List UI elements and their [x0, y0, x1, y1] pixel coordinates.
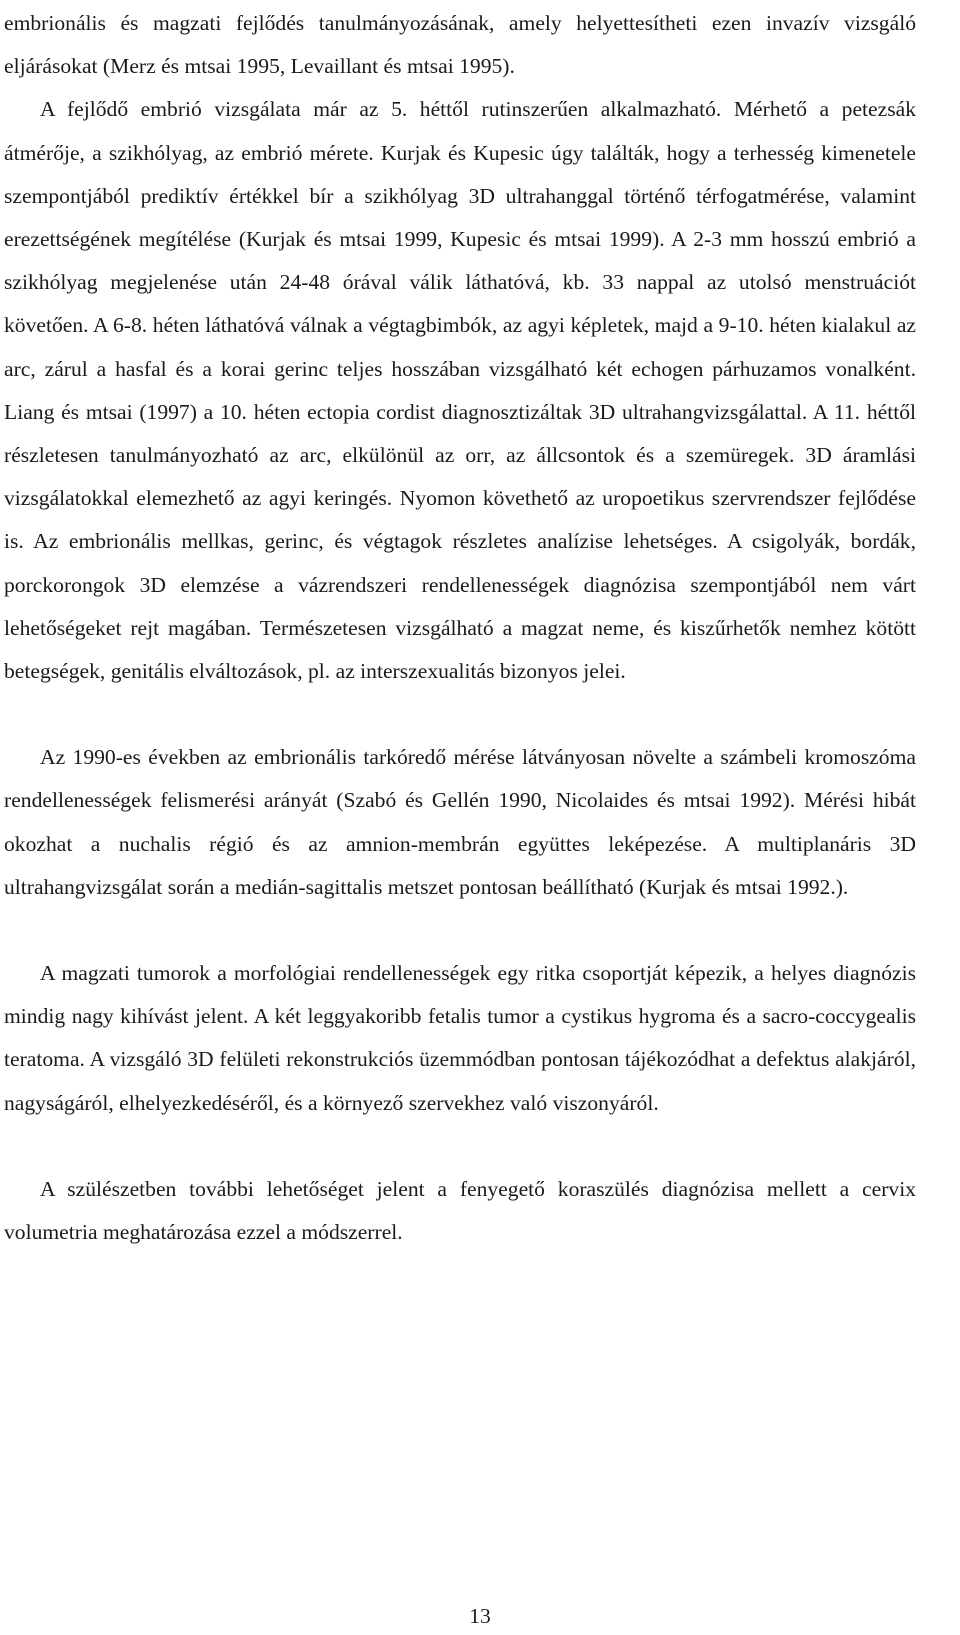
- paragraph-continuation: embrionális és magzati fejlődés tanulmányozásának, amely helyettesítheti ezen invazív vizsgáló eljárásokat (Merz és mtsai 1995, Levaillant és mtsai 1995).: [4, 11, 916, 79]
- paragraph-fetal-tumors: A magzati tumorok a morfológiai rendellenességek egy ritka csoportját képezik, a helyes diagnózis mindig nagy kihívást jelent. A két leggyakoribb fetalis tumor a cystikus hygroma és a sacro-coccygealis teratoma. A vizsgáló 3D felületi rekonstrukciós üzemmódban pontosan tájékozódhat a defektus alakjáról, nagyságáról, elhelyezkedéséről, és a környező szervekhez való viszonyáról.: [4, 961, 916, 1115]
- paragraph-cervix-volumetry: A szülészetben további lehetőséget jelent a fenyegető koraszülés diagnózisa mellett a cervix volumetria meghatározása ezzel a módszerrel.: [4, 1176, 916, 1245]
- page-number: 13: [469, 1604, 491, 1628]
- document-body: [4, 0, 916, 1254]
- paragraph-spacer: [4, 909, 916, 952]
- paragraph-embryo-examination: A fejlődő embrió vizsgálata már az 5. héttől rutinszerűen alkalmazható. Mérhető a petezsák átmérője, a szikhólyag, az embrió mérete. Kurjak és Kupesic úgy találták, hogy a terhesség kimenetele szempontjából prediktív értékkel bír a szikhólyag 3D ultrahanggal történő térfogatmérése, valamint erezettségének megítélése (Kurjak és mtsai 1999, Kupesic és mtsai 1999). A 2-3 mm hosszú embrió a szikhólyag megjelenése után 24-48 órával válik láthatóvá, kb. 33 nappal az utolsó menstruációt követően. A 6-8. héten láthatóvá válnak a végtagbimbók, az agyi képletek, majd a 9-10. héten kialakul az arc, zárul a hasfal és a korai gerinc teljes hosszában vizsgálható két echogen párhuzamos vonalként. Liang és mtsai (1997) a 10. héten ectopia cordist diagnosztizáltak 3D ultrahangvizsgálattal. A 11. héttől részletesen tanulmányozható az arc, elkülönül az orr, az állcsontok és a szemüregek. 3D áramlási vizsgálatokkal elemezhető az agyi keringés. Nyomon követhető az uropoetikus szervrendszer fejlődése is. Az embrionális mellkas, gerinc, és végtagok részletes analízise lehetséges. A csigolyák, bordák, porckorongok 3D elemzése a vázrendszeri rendellenességek diagnózisa szempontjából nem várt lehetőségeket rejt magában. Természetesen vizsgálható a magzat neme, és kiszűrhetők nemhez kötött betegségek, genitális elváltozások, pl. az interszexualitás bizonyos jelei.: [4, 97, 916, 684]
- paragraph-spacer: [4, 693, 916, 736]
- paragraph-nuchal-translucency: Az 1990-es években az embrionális tarkóredő mérése látványosan növelte a számbeli kromoszóma rendellenességek felismerési arányát (Szabó és Gellén 1990, Nicolaides és mtsai 1992). Mérési hibát okozhat a nuchalis régió és az amnion-membrán együttes leképezése. A multiplanáris 3D ultrahangvizsgálat során a medián-sagittalis metszet pontosan beállítható (Kurjak és mtsai 1992.).: [4, 745, 916, 899]
- paragraph-spacer: [4, 1125, 916, 1168]
